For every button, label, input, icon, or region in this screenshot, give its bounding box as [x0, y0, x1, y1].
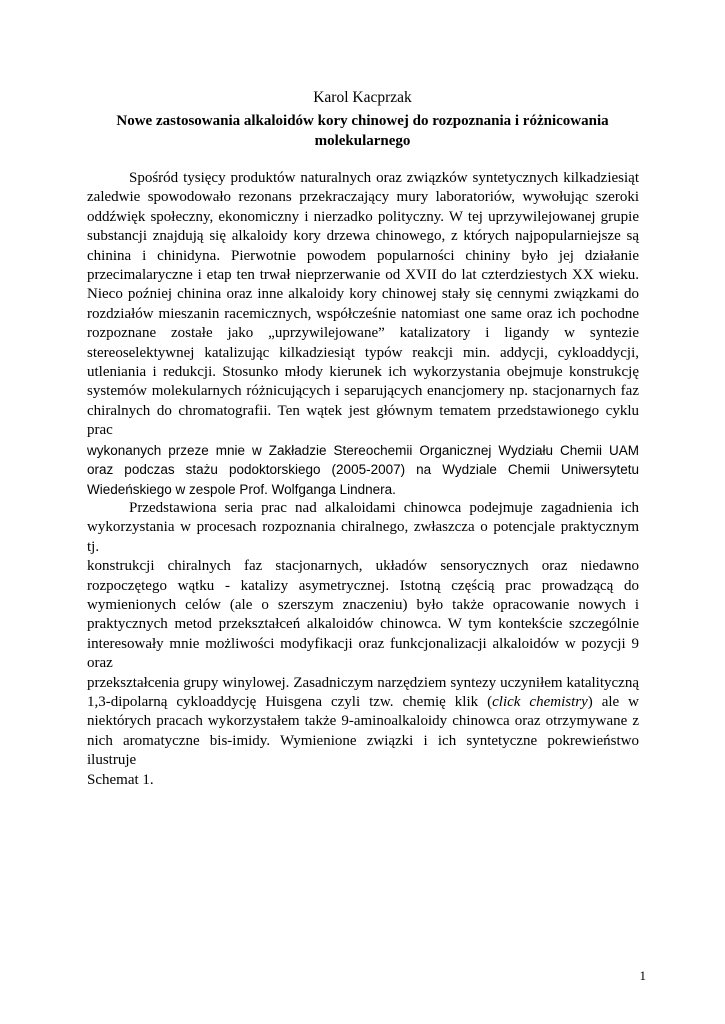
text-fragment: ) ale w — [587, 693, 640, 710]
text-line — [87, 693, 639, 712]
text-line: systemów molekularnych różnicujących i separujących enancjomery np. stacjonarnych faz — [87, 383, 639, 400]
text-line: substancji znajdują się alkaloidy kory drzewa chinowego, z których najpopularniejsze są — [87, 228, 639, 245]
text-line: wykonanych przeze mnie w Zakładzie Stereochemii Organicznej Wydziału Chemii UAM — [87, 442, 639, 458]
paragraph-1 — [87, 169, 639, 499]
text-line: zaledwie spowodowało rezonans przekraczający mury laboratoriów, wywołując szeroki — [87, 189, 639, 206]
text-line: chiralnych do chromatografii. Ten wątek jest głównym tematem przedstawionego cyklu prac — [87, 402, 639, 439]
text-line: oraz podczas stażu podoktorskiego (2005-2007) na Wydziale Chemii Uniwersytetu — [87, 462, 639, 478]
text-line: Nieco poźniej chinina oraz inne alkaloidy kory chinowej stały się cennymi związkami do — [87, 286, 639, 303]
text-line: przecimalaryczne i etap ten trwał nieprzerwanie od XVII do lat czterdziestych XX wieku. — [87, 267, 639, 284]
text-line: konstrukcji chiralnych faz stacjonarnych, układów sensorycznych oraz niedawno — [87, 558, 639, 575]
text-line: Schemat 1. — [87, 771, 154, 788]
text-line: praktycznych metod przekształceń alkaloidów chinowca. W tym kontekście szczególnie — [87, 616, 639, 633]
text-line: chinina i chinidyna. Pierwotnie powodem popularności chininy było jej działanie — [87, 247, 639, 264]
text-line: Wiedeńskiego w zespole Prof. Wolfganga Lindnera. — [87, 481, 396, 497]
text-line: Spośród tysięcy produktów naturalnych oraz związków syntetycznych kilkadziesiąt — [129, 170, 639, 186]
text-line: wymienionych celów (ale o szerszym znaczeniu) było także opracowanie nowych i — [87, 596, 639, 613]
text-line: rozpoczętego wątku - katalizy asymetrycznej. Istotną częścią prac prowadzącą do — [87, 577, 639, 594]
text-line: Przedstawiona seria prac nad alkaloidami chinowca podejmuje zagadnienia ich — [129, 499, 639, 516]
text-line: rozpoznane zostałe jako „uprzywilejowane” katalizatory i ligandy w syntezie — [87, 325, 639, 342]
document-title: Nowe zastosowania alkaloidów kory chinowej do rozpoznania i różnicowania molekularnego — [116, 113, 609, 149]
paragraph-2 — [87, 499, 639, 790]
author-name: Karol Kacprzak — [313, 89, 412, 106]
text-line: wykorzystania w procesach rozpoznania chiralnego, zwłaszcza o potencjale praktycznym tj. — [87, 519, 639, 555]
text-line: utleniania i redukcji. Stosunko młody kierunek ich wykorzystania obejmuje konstrukcję — [87, 364, 639, 381]
text-line: niektórych pracach wykorzystałem także 9-aminoalkaloidy chinowca oraz otrzymywane z — [87, 713, 639, 730]
text-line: oddźwięk społeczny, ekonomiczny i nierzadko polityczny. W tej uprzywilejowanej grupie — [87, 208, 639, 225]
text-line: nich aromatyczne bis-imidy. Wymienione związki i ich syntetyczne pokrewieństwo ilustruje — [87, 732, 639, 769]
page-number: 1 — [639, 968, 646, 983]
text-line: stereoselektywnej katalizując kilkadziesiąt typów reakcji min. addycji, cykloaddycji, — [87, 344, 639, 361]
document-body — [87, 169, 639, 790]
text-line: interesowały mnie możliwości modyfikacji oraz funkcjonalizacji alkaloidów w pozycji 9 oraz — [87, 635, 639, 672]
italic-term: click chemistry — [492, 693, 588, 710]
text-line: przekształcenia grupy winylowej. Zasadniczym narzędziem syntezy uczyniłem katalityczną — [87, 674, 639, 691]
text-fragment: 1,3-dipolarną cykloaddycję Huisgena czyli tzw. chemię klik ( — [87, 693, 493, 710]
text-line: rozdziałów mieszanin racemicznych, współcześnie natomiast one same oraz ich pochodne — [87, 305, 639, 322]
